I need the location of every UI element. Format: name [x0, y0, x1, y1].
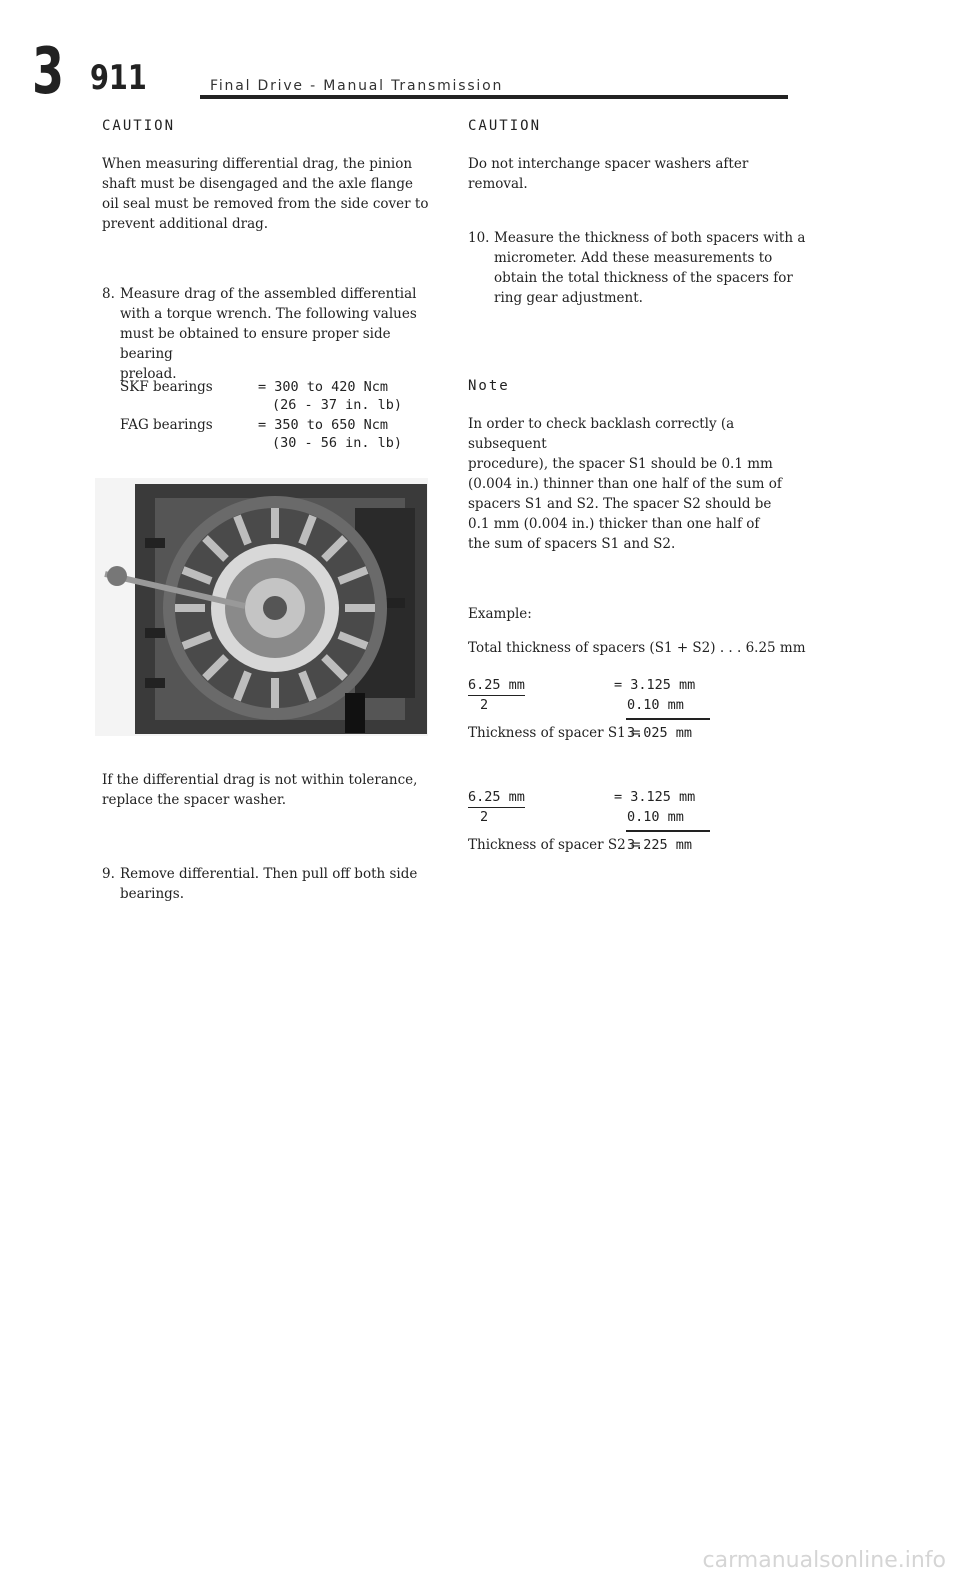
- watermark: carmanualsonline.info: [702, 1548, 946, 1573]
- bearing-sub: (30 - 56 in. lb): [272, 435, 403, 451]
- calc1-result: 3.025 mm: [627, 725, 693, 741]
- note-text: [468, 414, 808, 554]
- calc1-result-label: Thickness of spacer S1 =: [468, 725, 642, 741]
- text-line: the sum of spacers S1 and S2.: [468, 536, 676, 552]
- calc2-rule: [626, 830, 710, 832]
- step-number: 9.: [102, 866, 115, 882]
- text-line: Measure drag of the assembled differential: [120, 286, 417, 302]
- chapter-number: 3: [32, 35, 65, 109]
- text-line: replace the spacer washer.: [102, 792, 287, 808]
- text-line: must be obtained to ensure proper side bearing: [120, 326, 391, 362]
- text-line: shaft must be disengaged and the axle flange: [102, 176, 413, 192]
- step-8: [102, 284, 432, 384]
- bearing-value: = 350 to 650 Ncm: [258, 417, 389, 433]
- text-line: preload.: [120, 366, 177, 382]
- model-label: 911: [90, 58, 147, 98]
- text-line: ring gear adjustment.: [494, 290, 643, 306]
- step-number: 8.: [102, 286, 115, 302]
- text-line: Remove differential. Then pull off both side: [120, 866, 418, 882]
- calc2-plus: 0.10 mm: [627, 809, 684, 825]
- calc1-minus: 0.10 mm: [627, 697, 684, 713]
- text-line: bearings.: [120, 886, 185, 902]
- calc2-numerator: [468, 788, 525, 808]
- calc1-numerator-text: 6.25 mm: [468, 676, 525, 696]
- calc2-result: 3.225 mm: [627, 837, 693, 853]
- calc1-rule: [626, 718, 710, 720]
- calc2-numerator-text: 6.25 mm: [468, 788, 525, 808]
- example-label: Example:: [468, 606, 532, 622]
- text-line: In order to check backlash correctly (a subsequent: [468, 416, 735, 452]
- step-9: [102, 864, 432, 904]
- header-rule: [200, 95, 788, 99]
- text-line: When measuring differential drag, the pinion: [102, 156, 413, 172]
- left-caution-text: [102, 154, 432, 234]
- left-caution-title: CAUTION: [102, 118, 176, 134]
- bearing-name: SKF bearings: [120, 379, 213, 395]
- differential-photo: [95, 478, 428, 736]
- text-line: Measure the thickness of both spacers with a: [494, 230, 806, 246]
- calc1-numerator: [468, 676, 525, 696]
- step-10: [468, 228, 808, 308]
- right-caution-title: CAUTION: [468, 118, 542, 134]
- calc2-eq: = 3.125 mm: [614, 789, 696, 805]
- calc2-result-label: Thickness of spacer S2 =: [468, 837, 642, 853]
- calc1-denominator: 2: [480, 697, 489, 713]
- calc2-denominator: 2: [480, 809, 489, 825]
- bearing-value: = 300 to 420 Ncm: [258, 379, 389, 395]
- text-line: (0.004 in.) thinner than one half of the sum of: [468, 476, 782, 492]
- text-line: 0.1 mm (0.004 in.) thicker than one half of: [468, 516, 760, 532]
- text-line: procedure), the spacer S1 should be 0.1 mm: [468, 456, 773, 472]
- text-line: oil seal must be removed from the side cover to: [102, 196, 429, 212]
- right-caution-text: Do not interchange spacer washers after removal.: [468, 156, 749, 192]
- text-line: prevent additional drag.: [102, 216, 269, 232]
- total-thickness-line: Total thickness of spacers (S1 + S2) . . . 6.25 mm: [468, 640, 806, 656]
- text-line: spacers S1 and S2. The spacer S2 should be: [468, 496, 772, 512]
- bearing-name: FAG bearings: [120, 417, 213, 433]
- bearing-sub: (26 - 37 in. lb): [272, 397, 403, 413]
- note-title: Note: [468, 378, 510, 394]
- step-number: 10.: [468, 230, 490, 246]
- text-line: micrometer. Add these measurements to: [494, 250, 773, 266]
- calc1-eq: = 3.125 mm: [614, 677, 696, 693]
- text-line: obtain the total thickness of the spacers for: [494, 270, 793, 286]
- text-line: If the differential drag is not within tolerance,: [102, 772, 418, 788]
- tolerance-text: [102, 770, 432, 810]
- text-line: with a torque wrench. The following values: [120, 306, 417, 322]
- section-title: Final Drive - Manual Transmission: [210, 78, 504, 94]
